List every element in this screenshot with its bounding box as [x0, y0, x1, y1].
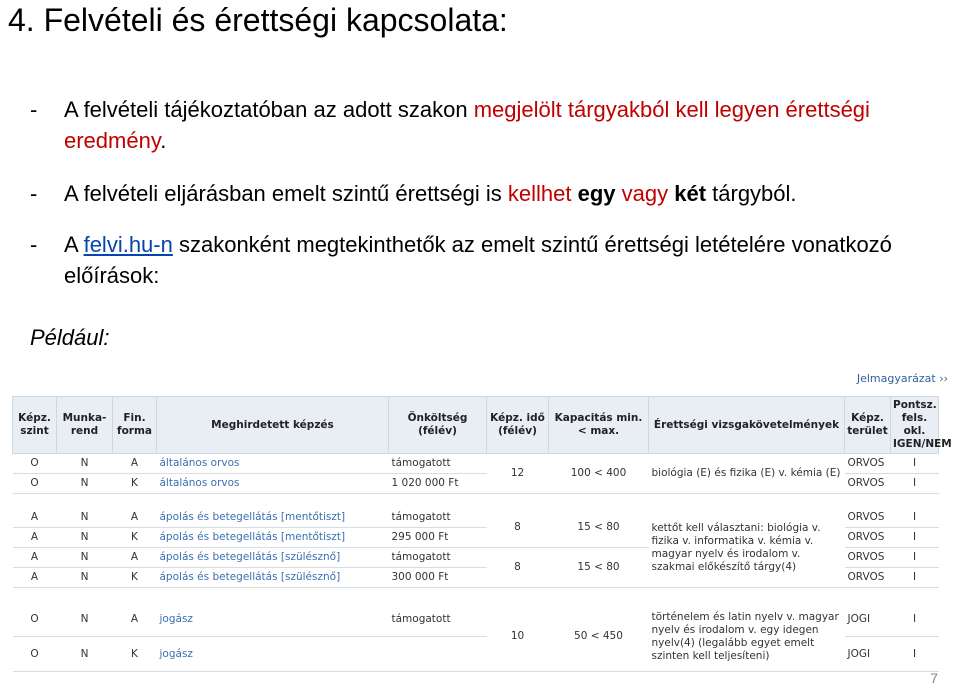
cell-points: I	[891, 602, 939, 637]
cell-cost: támogatott	[389, 508, 487, 528]
cell-fin: K	[113, 568, 157, 588]
cell-cost	[389, 637, 487, 672]
cell-cost: támogatott	[389, 548, 487, 568]
cell-capacity: 15 < 80	[549, 548, 649, 588]
cell-points: I	[891, 568, 939, 588]
cell-program[interactable]: ápolás és betegellátás [mentőtiszt]	[157, 528, 389, 548]
cell-requirements: történelem és latin nyelv v. magyar nyelv és irodalom v. egy idegen nyelv(4) (legalább egyet emelt szinten kell teljesíteni)	[649, 602, 845, 672]
col-header: Képz. szint	[13, 397, 57, 454]
bullet-text: szakonként megtekinthetők az emelt szintű érettségi letételére vonatkozó előírások:	[64, 232, 892, 288]
cell-program[interactable]: ápolás és betegellátás [szülésznő]	[157, 548, 389, 568]
cell-capacity: 50 < 450	[549, 602, 649, 672]
cell-duration: 8	[487, 508, 549, 548]
table-row	[13, 602, 939, 637]
cell-level: O	[13, 637, 57, 672]
cell-points: I	[891, 528, 939, 548]
col-header: Kapacitás min. < max.	[549, 397, 649, 454]
cell-program[interactable]: általános orvos	[157, 454, 389, 474]
cell-mode: N	[57, 548, 113, 568]
bullet-highlight: kellhet	[507, 181, 578, 206]
bullet-highlight: megjelölt tárgyakból kell legyen érettségi eredmény	[64, 97, 870, 153]
cell-mode: N	[57, 637, 113, 672]
cell-mode: N	[57, 528, 113, 548]
cell-level: O	[13, 454, 57, 474]
cell-mode: N	[57, 474, 113, 494]
requirements-table	[12, 396, 952, 672]
cell-fin: A	[113, 602, 157, 637]
cell-level: A	[13, 528, 57, 548]
cell-requirements: kettőt kell választani: biológia v. fizika v. informatika v. kémia v. magyar nyelv és irodalom v. szakmai előkészítő tárgy(4)	[649, 508, 845, 588]
cell-cost: 1 020 000 Ft	[389, 474, 487, 494]
cell-fin: A	[113, 548, 157, 568]
table-row	[13, 454, 939, 474]
cell-program[interactable]: ápolás és betegellátás [szülésznő]	[157, 568, 389, 588]
bullet-dash: -	[30, 97, 38, 122]
legend-link[interactable]: Jelmagyarázat ››	[856, 372, 948, 385]
bullet-text: tárgyból.	[706, 181, 797, 206]
col-header: Munka-rend	[57, 397, 113, 454]
cell-area: ORVOS	[845, 548, 891, 568]
cell-area: JOGI	[845, 602, 891, 637]
cell-fin: K	[113, 637, 157, 672]
bullet-highlight: vagy	[615, 181, 675, 206]
cell-requirements: biológia (E) és fizika (E) v. kémia (E)	[649, 454, 845, 494]
cell-mode: N	[57, 508, 113, 528]
bullet-text: A felvételi eljárásban emelt szintű érettségi is	[64, 181, 508, 206]
cell-program[interactable]: jogász	[157, 637, 389, 672]
col-header: Érettségi vizsgakövetelmények	[649, 397, 845, 454]
cell-mode: N	[57, 454, 113, 474]
cell-area: ORVOS	[845, 568, 891, 588]
col-header: Meghirdetett képzés	[157, 397, 389, 454]
cell-level: A	[13, 508, 57, 528]
cell-level: O	[13, 602, 57, 637]
cell-cost: támogatott	[389, 454, 487, 474]
cell-area: JOGI	[845, 637, 891, 672]
bullet-dash: -	[30, 232, 38, 257]
col-header: Önköltség (félév)	[389, 397, 487, 454]
cell-cost: 300 000 Ft	[389, 568, 487, 588]
cell-area: ORVOS	[845, 454, 891, 474]
page-title: 4. Felvételi és érettségi kapcsolata:	[8, 2, 508, 38]
cell-program[interactable]: ápolás és betegellátás [mentőtiszt]	[157, 508, 389, 528]
cell-capacity: 15 < 80	[549, 508, 649, 548]
cell-cost: 295 000 Ft	[389, 528, 487, 548]
cell-fin: A	[113, 454, 157, 474]
page-number: 7	[930, 670, 938, 686]
cell-level: A	[13, 568, 57, 588]
requirements-table-image	[12, 372, 950, 662]
col-header: Képz. idő (félév)	[487, 397, 549, 454]
bullet-bold: egy	[577, 181, 616, 206]
example-label: Például:	[30, 325, 110, 350]
bullet-3	[30, 229, 930, 291]
cell-fin: A	[113, 508, 157, 528]
bullet-bold: két	[674, 181, 707, 206]
cell-area: ORVOS	[845, 528, 891, 548]
bullet-list	[30, 94, 930, 291]
cell-fin: K	[113, 528, 157, 548]
cell-cost: támogatott	[389, 602, 487, 637]
cell-points: I	[891, 474, 939, 494]
cell-points: I	[891, 454, 939, 474]
bullet-text: A felvételi tájékoztatóban az adott szakon	[64, 97, 474, 122]
cell-capacity: 100 < 400	[549, 454, 649, 494]
cell-points: I	[891, 637, 939, 672]
bullet-1	[30, 94, 930, 156]
bullet-2	[30, 178, 930, 209]
cell-duration: 8	[487, 548, 549, 588]
cell-area: ORVOS	[845, 508, 891, 528]
cell-duration: 12	[487, 454, 549, 494]
cell-mode: N	[57, 568, 113, 588]
col-header: Pontsz. fels. okl. IGEN/NEM	[891, 397, 939, 454]
cell-area: ORVOS	[845, 474, 891, 494]
bullet-text: A	[64, 232, 84, 257]
cell-fin: K	[113, 474, 157, 494]
cell-duration: 10	[487, 602, 549, 672]
cell-program[interactable]: általános orvos	[157, 474, 389, 494]
cell-program[interactable]: jogász	[157, 602, 389, 637]
cell-points: I	[891, 508, 939, 528]
col-header: Fin. forma	[113, 397, 157, 454]
bullet-dash: -	[30, 181, 38, 206]
cell-mode: N	[57, 602, 113, 637]
col-header: Képz. terület	[845, 397, 891, 454]
cell-points: I	[891, 548, 939, 568]
cell-level: O	[13, 474, 57, 494]
table-row	[13, 508, 939, 528]
felvi-link[interactable]: felvi.hu-n	[83, 232, 173, 257]
bullet-text: .	[160, 128, 167, 153]
table-header-row	[13, 397, 939, 454]
cell-level: A	[13, 548, 57, 568]
